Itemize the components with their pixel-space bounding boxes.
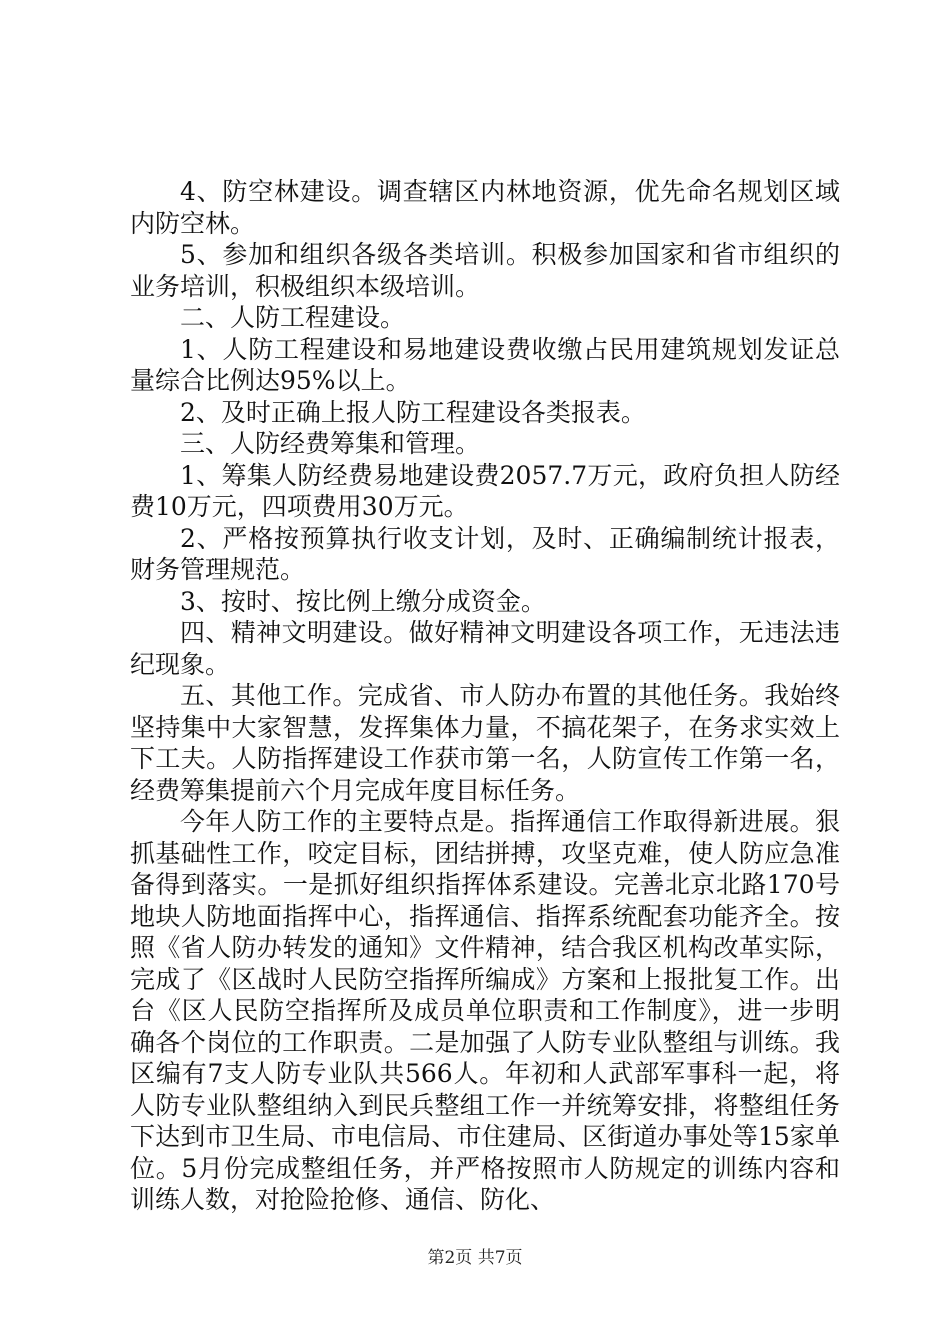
paragraph-12: 今年人防工作的主要特点是。指挥通信工作取得新进展。狠抓基础性工作，咬定目标，团结拼搏，攻坚克难，使人防应急准备得到落实。一是抓好组织指挥体系建设。完善北京北路170号地块人防地面指挥中心，指挥通信、指挥系统配套功能齐全。按照《省人防办转发的通知》文件精神，结合我区机构改革实际，完成了《区战时人民防空指挥所编成》方案和上报批复工作。出台《区人民防空指挥所及成员单位职责和工作制度》，进一步明确各个岗位的工作职责。二是加强了人防专业队整组与训练。我区编有7支人防专业队共566人。年初和人武部军事科一起，将人防专业队整组纳入到民兵整组工作一并统筹安排，将整组任务下达到市卫生局、市电信局、市住建局、区街道办事处等15家单位。5月份完成整组任务，并严格按照市人防规定的训练内容和训练人数，对抢险抢修、通信、防化、 bbox=[130, 807, 840, 1214]
paragraph-6: 三、人防经费筹集和管理。 bbox=[180, 429, 481, 458]
paragraph-3: 二、人防工程建设。 bbox=[180, 303, 406, 332]
paragraph-11: 五、其他工作。完成省、市人防办布置的其他任务。我始终坚持集中大家智慧，发挥集体力量，不搞花架子，在务求实效上下工夫。人防指挥建设工作获市第一名，人防宣传工作第一名，经费筹集提前六个月完成年度目标任务。 bbox=[130, 681, 840, 805]
page-footer: 第2页 共7页 bbox=[427, 1248, 523, 1268]
paragraph-4: 1、人防工程建设和易地建设费收缴占民用建筑规划发证总量综合比例达95%以上。 bbox=[130, 334, 840, 395]
document-body bbox=[130, 176, 840, 1216]
paragraph-10: 四、精神文明建设。做好精神文明建设各项工作，无违法违纪现象。 bbox=[130, 618, 840, 679]
paragraph-9: 3、按时、按比例上缴分成资金。 bbox=[180, 586, 546, 616]
paragraph-8: 2、严格按预算执行收支计划，及时、正确编制统计报表，财务管理规范。 bbox=[130, 523, 840, 584]
paragraph-2: 5、参加和组织各级各类培训。积极参加国家和省市组织的业务培训，积极组织本级培训。 bbox=[130, 240, 840, 301]
paragraph-1: 4、防空林建设。调查辖区内林地资源，优先命名规划区域内防空林。 bbox=[130, 177, 840, 238]
paragraph-7: 1、筹集人防经费易地建设费2057.7万元，政府负担人防经费10万元，四项费用30万元。 bbox=[130, 460, 840, 521]
paragraph-5: 2、及时正确上报人防工程建设各类报表。 bbox=[180, 397, 646, 427]
